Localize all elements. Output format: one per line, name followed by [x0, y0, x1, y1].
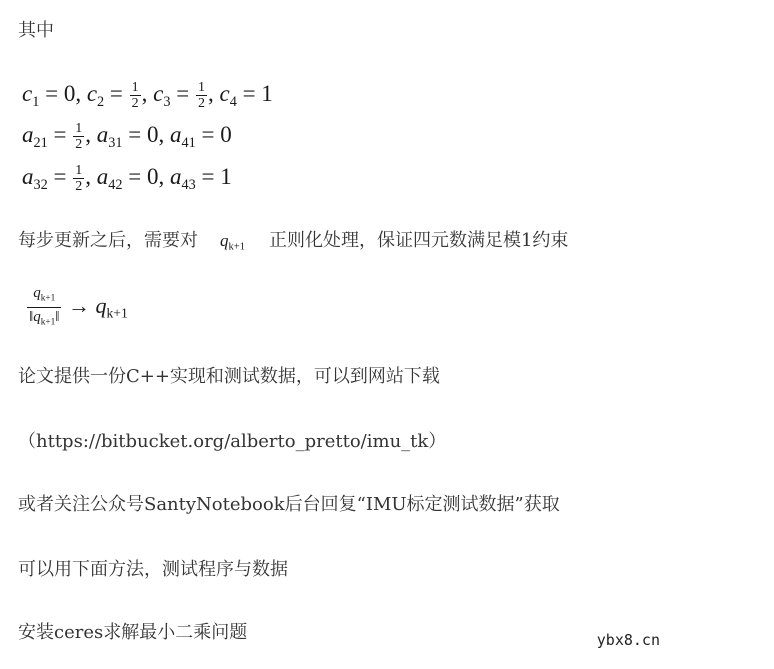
equation-a-row3: $a_{32}$ = $\frac{1}{2}$ , $a_{42} = 0$, $a_{43} = 1$ [22, 163, 232, 195]
watermark: ybx8.cn [596, 631, 660, 649]
wechat-line: 或者关注公众号SantyNotebook后台回复“IMU标定测试数据”获取 [18, 494, 560, 515]
url-line[interactable]: （https://bitbucket.org/alberto_pretto/imu_tk） [18, 431, 447, 452]
fraction-half: $\frac{1}{2}$ [131, 80, 139, 112]
arrow: → [62, 292, 96, 318]
fraction-half: $\frac{1}{2}$ [75, 163, 83, 195]
inline-quaternion: $q_{k+1}$ [220, 231, 245, 253]
fraction-half: $\frac{1}{2}$ [75, 121, 83, 153]
equation-a-row2: $a_{21}$ = $\frac{1}{2}$ , $a_{31} = 0$, $a_{41} = 0$ [22, 121, 232, 153]
intro-text: 其中 [18, 20, 54, 41]
normalize-fraction: $\frac{q_{k+1}}{‖q_{k+1}‖}$ [29, 285, 60, 328]
ceres-line: 安装ceres求解最小二乘问题 [18, 622, 248, 643]
paper-line: 论文提供一份C++实现和测试数据，可以到网站下载 [18, 366, 440, 387]
equation-c: $c_1 = 0$, $c_2$ = $\frac{1}{2}$ , $c_3$ = $\frac{1}{2}$ , $c_4 = 1$ [22, 80, 273, 112]
method-line: 可以用下面方法，测试程序与数据 [18, 559, 288, 580]
normalize-formula: $\frac{q_{k+1}}{‖q_{k+1}‖}$ → $q_{k+1}$ [26, 284, 128, 332]
normalize-sentence: 每步更新之后，需要对 $q_{k+1}$ 正则化处理，保证四元数满足模1约束 [18, 229, 568, 260]
fraction-half: $\frac{1}{2}$ [197, 80, 205, 112]
